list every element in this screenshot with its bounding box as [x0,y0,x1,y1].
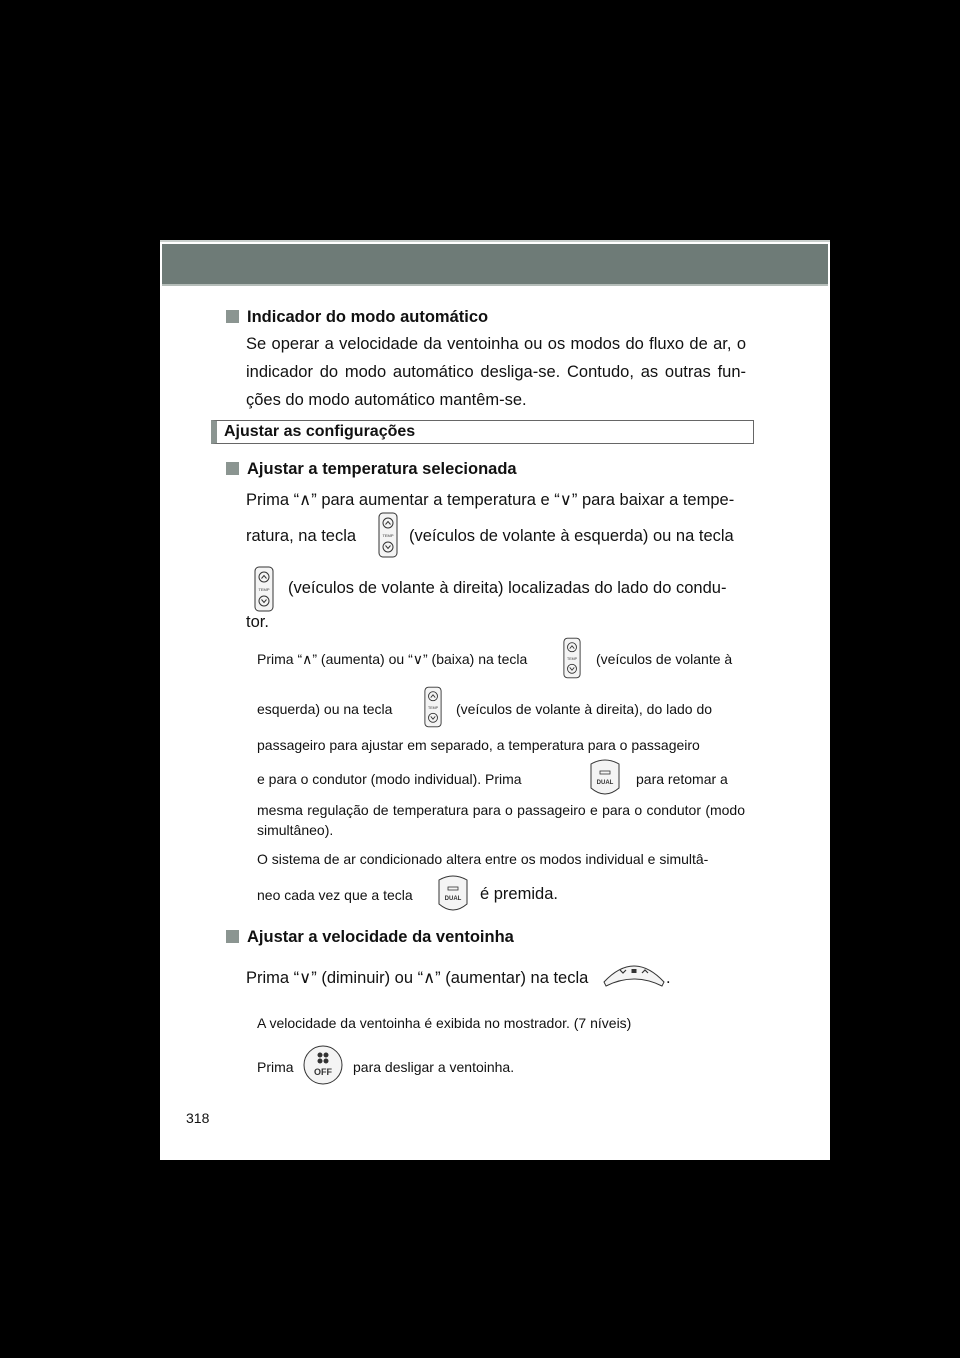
note1-a: Prima “∧” (aumenta) ou “∨” (baixa) na tecla [257,651,528,667]
note5: mesma regulação de temperatura para o passageiro e para o condutor (modo simultâneo). [257,802,745,838]
heading-temperature [226,460,517,479]
svg-text:TEMP: TEMP [428,705,438,710]
svg-text:DUAL: DUAL [444,896,462,902]
note2-b: (veículos de volante à direita), do lado do [456,701,713,717]
fan-speed-key-icon [602,956,666,999]
temp-line-2b: (veículos de volante à esquerda) ou na tecla [409,527,734,545]
note7-a: neo cada vez que a tecla [257,887,413,903]
svg-text:DUAL: DUAL [596,780,614,786]
fan-off-key-icon [302,1044,344,1091]
dual-key-icon [588,758,622,803]
heading-text: Indicador do modo automático [247,308,489,326]
square-bullet-icon [226,462,239,475]
note1-b: (veículos de volante à [596,651,733,667]
page-number: 318 [186,1110,210,1126]
fan-note-1: A velocidade da ventoinha é exibida no mostrador. (7 níveis) [257,1015,632,1031]
square-bullet-icon [226,930,239,943]
section-title-box [211,420,754,444]
note6: O sistema de ar condicionado altera entre os modos individual e simultâ- [257,851,709,867]
note7-b: é premida. [480,885,558,903]
header-bar [162,244,828,286]
temp-key-left-icon [378,512,398,563]
auto-indicator-text: Se operar a velocidade da ventoinha ou os modos do fluxo de ar, o indicador do modo automático desliga-se. Contudo, as outras fun- ções do modo automático mantêm-se. [246,335,746,409]
fan-line-1b: . [666,969,671,987]
fan-note-2b: para desligar a ventoinha. [353,1059,515,1075]
temp-line-3: (veículos de volante à direita) localizadas do lado do condu- [288,579,727,597]
manual-page [160,240,830,1160]
svg-text:TEMP: TEMP [258,587,270,592]
dual-key-icon-2 [436,872,470,921]
heading-text: Ajustar a temperatura selecionada [247,460,517,478]
svg-text:OFF: OFF [314,1067,332,1077]
heading-auto-indicator [226,308,488,327]
heading-fan-speed [226,928,514,947]
temp-line-1: Prima “∧” para aumentar a temperatura e “∨” para baixar a tempe- [246,491,735,509]
note2-a: esquerda) ou na tecla [257,701,393,717]
heading-text: Ajustar a velocidade da ventoinha [247,928,514,946]
note4-b: para retomar a [636,771,728,787]
section-title: Ajustar as configurações [224,423,416,440]
note4-a: e para o condutor (modo individual). Prima [257,771,522,787]
square-bullet-icon [226,310,239,323]
temp-line-4: tor. [246,613,269,631]
temp-line-2a: ratura, na tecla [246,527,357,545]
fan-line-1a: Prima “∨” (diminuir) ou “∧” (aumentar) na tecla [246,969,589,987]
note3: passageiro para ajustar em separado, a temperatura para o passageiro [257,737,700,753]
svg-text:TEMP: TEMP [567,656,577,661]
fan-note-2a: Prima [257,1059,294,1075]
svg-text:TEMP: TEMP [382,533,394,538]
temp-key-passenger-right-icon [424,686,442,733]
temp-key-passenger-left-icon [563,637,581,684]
